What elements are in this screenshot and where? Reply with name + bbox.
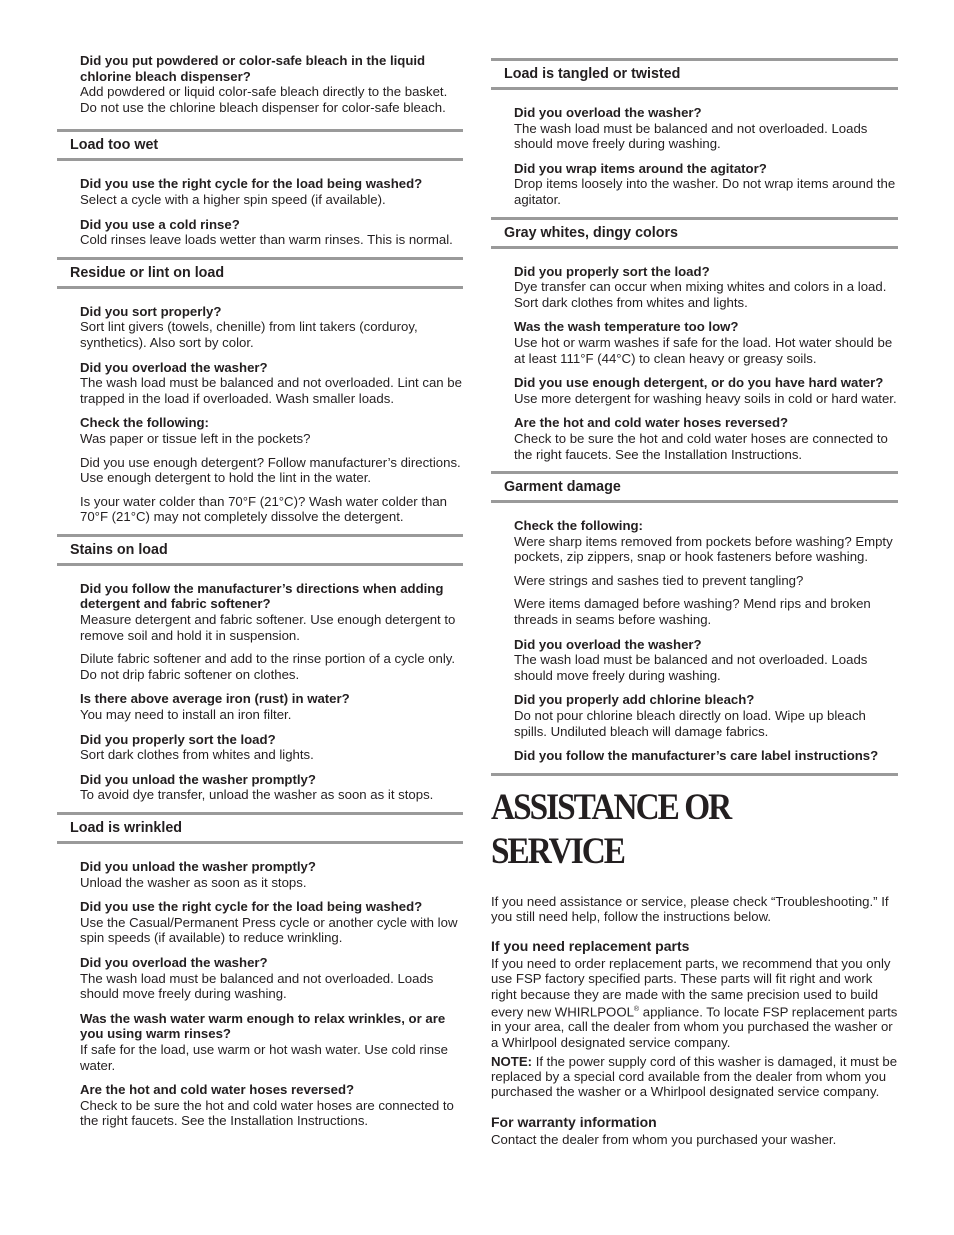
assistance-section	[491, 786, 898, 1148]
answer-text: Cold rinses leave loads wetter than warm rinses. This is normal.	[80, 232, 453, 248]
question-heading: Did you overload the washer?	[80, 359, 268, 375]
warranty-heading: For warranty information	[491, 1114, 657, 1131]
question-block	[57, 859, 463, 890]
answer-body	[514, 652, 898, 683]
answer-body	[80, 232, 463, 248]
question-block	[57, 899, 463, 946]
question-heading: Did you overload the washer?	[80, 954, 268, 970]
question-heading: Did you properly sort the load?	[80, 731, 276, 747]
section-title: Garment damage	[504, 479, 621, 496]
parts-text	[491, 956, 898, 1050]
answer-text: Dilute fabric softener and add to the rinse portion of a cycle only. Do not drip fabric softener on clothes.	[80, 651, 456, 682]
question-heading: Is there above average iron (rust) in water?	[80, 691, 350, 707]
answer-body	[80, 915, 463, 946]
answer-body	[514, 391, 898, 407]
answer-body	[514, 431, 898, 462]
question-block	[57, 732, 463, 763]
section-divider	[491, 87, 898, 90]
question-block	[491, 319, 898, 366]
troubleshooting-section	[491, 217, 898, 463]
answer-body	[80, 971, 463, 1002]
troubleshooting-section	[57, 129, 463, 247]
answer-body	[80, 375, 463, 406]
answer-text: Did you use enough detergent? Follow manufacturer’s directions. Use enough detergent to hold the lint in the water.	[80, 454, 461, 486]
question-block	[57, 360, 463, 407]
answer-text: The wash load must be balanced and not overloaded. Loads should move freely during washing.	[514, 120, 868, 152]
question-block	[57, 581, 463, 683]
question-heading: Did you overload the washer?	[514, 636, 702, 652]
question-block	[57, 772, 463, 803]
answer-body	[80, 319, 463, 350]
section-divider	[57, 841, 463, 844]
question-block	[491, 415, 898, 462]
answer-body	[80, 1098, 463, 1129]
question-heading: Did you use the right cycle for the load being washed?	[80, 899, 423, 915]
answer-text: You may need to install an iron filter.	[80, 707, 292, 723]
question-heading: Did you follow the manufacturer’s care label instructions?	[514, 748, 879, 764]
answer-body	[80, 707, 463, 723]
question-heading: Was the wash temperature too low?	[514, 319, 739, 335]
question-heading: Did you use a cold rinse?	[80, 216, 240, 232]
question-heading: Did you properly sort the load?	[514, 263, 710, 279]
question-block	[57, 304, 463, 351]
question-heading: Did you wrap items around the agitator?	[514, 160, 767, 176]
section-title: Load is tangled or twisted	[504, 66, 681, 82]
question-heading: Did you unload the washer promptly?	[80, 859, 316, 874]
answer-text: Add powdered or liquid color-safe bleach directly to the basket. Do not use the chlorine bleach dispenser for color-safe bleach.	[80, 84, 448, 115]
question-heading: Check the following:	[514, 518, 643, 534]
section-title: Residue or lint on load	[70, 264, 225, 281]
parts-text-2: appliance. To locate FSP replacement parts in your area, call the dealer from whom you purchased the washer or a Whirlpool designated service company.	[491, 1004, 898, 1050]
question-heading: Was the wash water warm enough to relax wrinkles, or are you using warm rinses?	[80, 1010, 446, 1042]
answer-text: Measure detergent and fabric softener. Use enough detergent to remove soil and hold it in suspension.	[80, 612, 456, 643]
question-heading: Did you sort properly?	[80, 303, 222, 319]
troubleshooting-section	[57, 812, 463, 1129]
section-title: Gray whites, dingy colors	[504, 224, 678, 241]
answer-text: Do not pour chlorine bleach directly on load. Wipe up bleach spills. Undiluted bleach will damage fabrics.	[514, 708, 866, 739]
answer-body	[514, 534, 898, 628]
answer-body	[80, 192, 463, 208]
left-sections	[57, 129, 463, 1129]
question-block	[57, 1082, 463, 1129]
answer-text: Use more detergent for washing heavy soils in cold or hard water.	[514, 390, 897, 406]
question-block	[491, 692, 898, 739]
question-block	[491, 637, 898, 684]
question-heading: Did you put powdered or color-safe bleach in the liquid chlorine bleach dispenser?	[80, 53, 426, 84]
question-block	[57, 176, 463, 207]
assistance-intro: If you need assistance or service, please check “Troubleshooting.” If you still need help, follow the instructions below.	[491, 893, 889, 925]
section-divider	[57, 158, 463, 161]
note-text: If the power supply cord of this washer is damaged, it must be replaced by a special cord available from the dealer from whom you purchased the washer or a Whirlpool designated service company.	[491, 1053, 898, 1100]
answer-text: The wash load must be balanced and not overloaded. Loads should move freely during washing.	[80, 970, 434, 1002]
question-heading: Did you properly add chlorine bleach?	[514, 692, 755, 708]
answer-body	[80, 1042, 463, 1073]
question-block	[57, 415, 463, 525]
section-title: Load is wrinkled	[70, 820, 183, 836]
answer-text: Use the Casual/Permanent Press cycle or another cycle with low spin speeds (if available) to reduce wrinkling.	[80, 914, 458, 946]
question-block	[57, 1011, 463, 1073]
question-heading: Check the following:	[80, 415, 209, 431]
question-block	[491, 161, 898, 208]
answer-text: Sort lint givers (towels, chenille) from lint takers (corduroy, synthetics). Also sort by color.	[80, 319, 418, 350]
answer-text: Were sharp items removed from pockets before washing? Empty pockets, zip zippers, snap or hook fasteners before washing.	[514, 533, 893, 565]
section-divider	[491, 500, 898, 503]
answer-text: Was paper or tissue left in the pockets?	[80, 430, 311, 446]
question-heading: Are the hot and cold water hoses reversed?	[514, 415, 789, 431]
assistance-title: ASSISTANCE OR SERVICE	[491, 786, 731, 872]
troubleshooting-section	[491, 58, 898, 208]
section-divider	[57, 563, 463, 566]
troubleshooting-section	[57, 534, 463, 803]
answer-text: If safe for the load, use warm or hot wash water. Use cold rinse water.	[80, 1041, 448, 1073]
answer-body	[514, 279, 898, 310]
question-block	[57, 217, 463, 248]
question-heading: Did you unload the washer promptly?	[80, 771, 316, 787]
warranty-text: Contact the dealer from whom you purchased your washer.	[491, 1132, 837, 1148]
parts-heading: If you need replacement parts	[491, 938, 690, 955]
answer-body	[514, 708, 898, 739]
answer-text: The wash load must be balanced and not overloaded. Lint can be trapped in the load if overloaded. Wash smaller loads.	[80, 375, 462, 406]
answer-text: To avoid dye transfer, unload the washer as soon as it stops.	[80, 787, 434, 803]
note-paragraph	[491, 1054, 898, 1100]
answer-text: Unload the washer as soon as it stops.	[80, 874, 307, 890]
answer-body	[514, 335, 898, 366]
answer-body	[80, 875, 463, 891]
answer-body	[514, 121, 898, 152]
section-divider	[491, 773, 898, 776]
parts-text-1: If you need to order replacement parts, we recommend that you only use FSP factory specified parts. These parts will fit right and work right because they are made with the same precision used to build every new WHIRLPOOL	[491, 956, 891, 1020]
section-divider	[491, 246, 898, 249]
answer-text: Select a cycle with a higher spin speed (if available).	[80, 191, 386, 207]
answer-text: Drop items loosely into the washer. Do not wrap items around the agitator.	[514, 176, 896, 207]
answer-text: Sort dark clothes from whites and lights.	[80, 747, 314, 763]
question-heading: Did you overload the washer?	[514, 105, 702, 120]
troubleshooting-section	[491, 471, 898, 764]
right-sections	[491, 58, 898, 764]
question-block	[57, 691, 463, 722]
left-column	[57, 0, 463, 1138]
answer-body	[80, 747, 463, 763]
section-divider	[57, 286, 463, 289]
question-block	[491, 264, 898, 311]
section-title: Load too wet	[70, 137, 159, 154]
answer-body	[80, 787, 463, 803]
right-column	[491, 0, 898, 1148]
question-heading: Did you use enough detergent, or do you have hard water?	[514, 375, 884, 391]
question-block	[491, 518, 898, 628]
question-heading: Did you follow the manufacturer’s directions when adding detergent and fabric softener?	[80, 580, 444, 612]
question-heading: Did you use the right cycle for the load being washed?	[80, 176, 423, 192]
answer-text: Is your water colder than 70°F (21°C)? Wash water colder than 70°F (21°C) may not completely dissolve the detergent.	[80, 493, 448, 525]
answer-text: Were items damaged before washing? Mend rips and broken threads in seams before washing.	[514, 596, 871, 628]
registered-mark: ®	[633, 1005, 640, 1013]
answer-text: Check to be sure the hot and cold water hoses are connected to the right faucets. See the Installation Instructions.	[80, 1097, 454, 1129]
question-block	[491, 375, 898, 406]
intro-question	[57, 53, 463, 115]
question-heading: Are the hot and cold water hoses reversed?	[80, 1082, 355, 1098]
answer-body	[80, 612, 463, 682]
answer-body	[514, 176, 898, 207]
answer-text: Use hot or warm washes if safe for the load. Hot water should be at least 111°F (44°C) to clean heavy or greasy soils.	[514, 334, 893, 366]
section-title: Stains on load	[70, 541, 168, 558]
answer-text: Check to be sure the hot and cold water hoses are connected to the right faucets. See the Installation Instructions.	[514, 430, 888, 462]
answer-body	[80, 431, 463, 525]
answer-text: Dye transfer can occur when mixing whites and colors in a load. Sort dark clothes from whites and lights.	[514, 279, 887, 310]
question-block	[491, 105, 898, 152]
question-block	[57, 955, 463, 1002]
troubleshooting-section	[57, 257, 463, 525]
note-label: NOTE:	[491, 1053, 533, 1069]
question-block	[491, 748, 898, 764]
answer-text: The wash load must be balanced and not overloaded. Loads should move freely during washing.	[514, 652, 868, 683]
answer-text: Were strings and sashes tied to prevent tangling?	[514, 572, 804, 588]
